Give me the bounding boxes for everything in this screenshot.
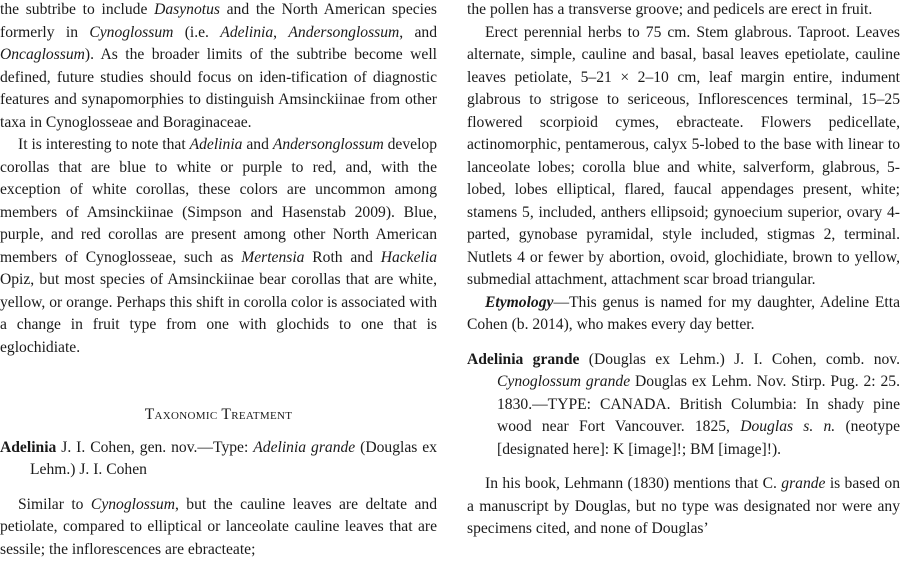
spacer (467, 461, 900, 473)
species-entry (467, 349, 900, 462)
genus-name: Adelinia (0, 439, 56, 456)
taxon-name: Cynoglossum (89, 24, 173, 41)
text: J. I. Cohen, gen. nov.—Type: (56, 439, 253, 456)
section-heading: Taxonomic Treatment (0, 404, 437, 427)
text: (neotype [designated here]: K [image]!; BM [image]!). (497, 418, 900, 458)
taxon-name: Oncaglossum (0, 46, 85, 63)
text: (Douglas ex Lehm.) J. I. Cohen, comb. nov. (579, 351, 900, 368)
text: Douglas ex Lehm. Nov. Stirp. Pug. 2: 25. 1830.—TYPE: CANADA. British Columbia: In shady pine wood near Fort Vancouver. 1825, (497, 373, 900, 435)
taxon-name: Andersonglossum (273, 136, 384, 153)
spacer (467, 337, 900, 349)
text: develop corollas that are blue to white or purple to red, and, with the exception of white corollas, these colors are uncommon among members of Amsinckiinae (Simpson and Hasenstab 2009). Blue, purple, and red corollas are present among other North American members of Cynoglosseae, such as (0, 136, 437, 266)
text: Similar to (18, 496, 91, 513)
paragraph-diagnosis (0, 494, 437, 561)
taxon-name: grande (781, 475, 825, 492)
taxon-name: Dasynotus (154, 1, 220, 18)
paragraph-description: Erect perennial herbs to 75 cm. Stem glabrous. Taproot. Leaves alternate, simple, cauline and basal, basal leaves epetiolate, cauline leaves petiolate, 5–21 × 2–10 cm, leaf margin entire, indument glabrous to strigose to sericeous, Inflorescences terminal, 15–25 flowered scorpioid cymes, ebracteate. Flowers pedicellate, actinomorphic, pentamerous, calyx 5-lobed to the base with linear to lanceolate lobes; corolla blue and white, salverform, glabrous, 5-lobed, lobes elliptical, flared, faucal appendages present, white; stamens 5, included, anthers ellipsoid; gynoecium superior, ovary 4-parted, gynobase pyramidal, style included, stigmas 2, terminal. Nutlets 4 or fewer by abortion, ovoid, glochidiate, brown to yellow, submedial attachment, attachment scar broad triangular. (467, 22, 900, 292)
text: Roth and (304, 249, 380, 266)
genus-entry (0, 437, 437, 482)
text: In his book, Lehmann (1830) mentions that C. (485, 475, 781, 492)
etymology-label: Etymology (485, 294, 553, 311)
text: , and (399, 24, 437, 41)
text: ). As the broader limits of the subtribe become well defined, future studies should focus on iden-tification of diagnostic features and synapomorphies to distinguish Amsinckiinae from other taxa in Cynoglosseae and Boraginaceae. (0, 46, 437, 131)
spacer (0, 482, 437, 494)
spacer (0, 359, 437, 404)
text: —This genus is named for my daughter, Adeline Etta Cohen (b. 2014), who makes every day better. (467, 294, 900, 334)
paragraph-subtribe (0, 0, 437, 134)
text: the subtribe to include (0, 1, 154, 18)
taxon-name: Adelinia (190, 136, 243, 153)
spacer (0, 427, 437, 437)
text: (Douglas ex Lehm.) J. I. Cohen (30, 439, 437, 479)
text: is based on a manuscript by Douglas, but no type was designated nor were any specimens cited, and none of Douglas’ (467, 475, 900, 537)
taxon-name: Andersonglossum (288, 24, 399, 41)
text: It is interesting to note that (18, 136, 190, 153)
paragraph-diagnosis-continued: the pollen has a transverse groove; and pedicels are erect in fruit. (467, 0, 900, 22)
taxon-name: Mertensia (241, 249, 304, 266)
text: (i.e. (173, 24, 220, 41)
text: and the North American species formerly in (0, 1, 437, 41)
paragraph-etymology (467, 292, 900, 337)
taxon-name: Adelinia (220, 24, 273, 41)
text: and (242, 136, 272, 153)
text: , but the cauline leaves are deltate and petiolate, compared to elliptical or lanceolate cauline leaves that are sessile; the inflorescences are ebracteate; (0, 496, 437, 558)
collector: Douglas s. n. (740, 418, 835, 435)
taxon-name: Adelinia grande (253, 439, 355, 456)
right-column (467, 0, 900, 541)
text: Opiz, but most species of Amsinckiinae bear corollas that are white, yellow, or orange. Perhaps this shift in corolla color is associated with a change in fruit type from one with glochids to one that is eglochidiate. (0, 271, 437, 356)
left-column (0, 0, 437, 561)
species-name: Adelinia grande (467, 351, 579, 368)
taxon-name: Cynoglossum (91, 496, 175, 513)
paragraph-lehmann (467, 473, 900, 541)
paragraph-corolla-color (0, 134, 437, 359)
text: , (273, 24, 288, 41)
taxon-name: Hackelia (381, 249, 437, 266)
taxon-name: Cynoglossum grande (497, 373, 630, 390)
